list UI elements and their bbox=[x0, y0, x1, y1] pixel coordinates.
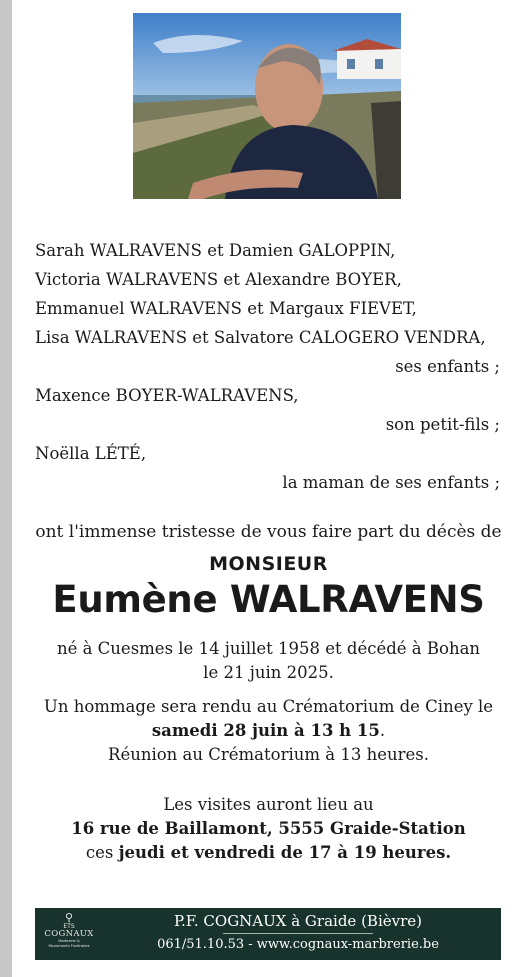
birth-death-line: né à Cuesmes le 14 juillet 1958 et décédé à Bohan bbox=[56, 639, 481, 658]
ceremony-date: samedi 28 juin à 13 h 15 bbox=[151, 721, 380, 740]
footer-divider bbox=[223, 933, 373, 934]
funeral-home-logo bbox=[41, 912, 97, 956]
family-line: Noëlla LÉTÉ, bbox=[35, 444, 147, 463]
ceremony-date-line bbox=[12, 719, 525, 743]
logo-brand: COGNAUX bbox=[44, 929, 94, 939]
announcement-text: ont l'immense tristesse de vous faire part du décès de bbox=[35, 522, 502, 542]
birth-death-info bbox=[12, 637, 525, 685]
family-line: Maxence BOYER-WALRAVENS, bbox=[35, 386, 299, 405]
ceremony-line: Un hommage sera rendu au Crématorium de Ciney le bbox=[43, 697, 494, 716]
deceased-name: Eumène WALRAVENS bbox=[52, 578, 485, 621]
funeral-home-contact: 061/51.10.53 - www.cognaux-marbrerie.be bbox=[157, 937, 439, 952]
visits-line: Les visites auront lieu au bbox=[163, 795, 374, 814]
gathering-line: Réunion au Crématorium à 13 heures. bbox=[108, 745, 429, 764]
logo-subtitle: Marbrerie & bbox=[58, 939, 80, 943]
visits-days-line bbox=[12, 841, 525, 865]
visits-info bbox=[12, 793, 525, 865]
ceremony-date-suffix: . bbox=[379, 721, 386, 740]
family-list bbox=[35, 236, 500, 497]
family-relation: ses enfants ; bbox=[395, 357, 500, 376]
visits-days: jeudi et vendredi de 17 à 19 heures. bbox=[118, 843, 452, 862]
portrait-photo bbox=[133, 13, 401, 199]
death-date-line: le 21 juin 2025. bbox=[203, 663, 334, 682]
honorific: MONSIEUR bbox=[209, 553, 328, 575]
death-notice-card bbox=[12, 0, 525, 977]
funeral-home-footer bbox=[35, 908, 501, 960]
visits-address: 16 rue de Baillamont, 5555 Graide-Station bbox=[71, 819, 466, 838]
family-relation: la maman de ses enfants ; bbox=[282, 473, 500, 492]
logo-ets: ETS bbox=[63, 923, 75, 930]
visits-prefix: ces bbox=[85, 843, 119, 862]
visits-address-line bbox=[12, 817, 525, 841]
logo-subtitle: Monuments Funéraires bbox=[48, 944, 90, 948]
family-line: Emmanuel WALRAVENS et Margaux FIEVET, bbox=[35, 299, 417, 318]
family-line: Victoria WALRAVENS et Alexandre BOYER, bbox=[35, 270, 402, 289]
family-line: Lisa WALRAVENS et Salvatore CALOGERO VENDRA, bbox=[35, 328, 486, 347]
family-line: Sarah WALRAVENS et Damien GALOPPIN, bbox=[35, 241, 396, 260]
ceremony-info bbox=[12, 695, 525, 767]
funeral-home-name: P.F. COGNAUX à Graide (Bièvre) bbox=[173, 912, 422, 930]
family-relation: son petit-fils ; bbox=[385, 415, 500, 434]
torch-icon: ⚲ bbox=[64, 911, 74, 924]
